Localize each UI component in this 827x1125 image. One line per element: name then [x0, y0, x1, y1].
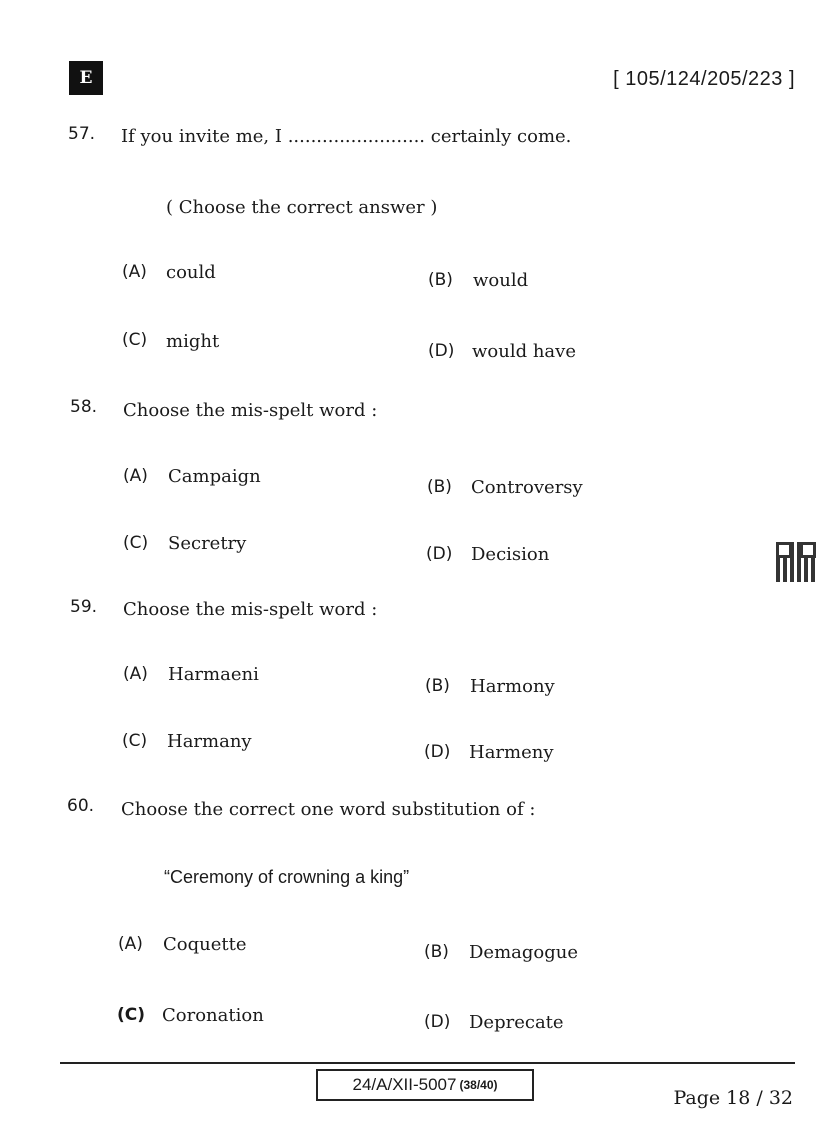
question-text: Choose the mis-spelt word : [123, 400, 378, 421]
option-text: Decision [471, 544, 550, 565]
option-letter: (A) [118, 934, 143, 954]
option-letter: (D) [428, 341, 455, 361]
question-text: Choose the correct one word substitution of : [121, 799, 536, 820]
option-letter: (A) [122, 262, 147, 282]
option-letter: (C) [123, 533, 149, 553]
series-code: 24/A/XII-5007 [352, 1075, 457, 1094]
option-text: would [473, 270, 529, 291]
option-letter: (C) [122, 330, 148, 350]
option-text: Harmeny [469, 742, 554, 763]
question-number: 60. [67, 796, 95, 816]
option-text: Harmany [167, 731, 252, 752]
option-text: Secretry [168, 533, 247, 554]
question-number: 59. [70, 597, 98, 617]
option-text: Controversy [471, 477, 583, 498]
option-letter: (C) [117, 1005, 146, 1025]
option-letter: (C) [122, 731, 148, 751]
qr-code [776, 542, 816, 582]
option-text: might [166, 331, 220, 352]
option-letter: (A) [123, 466, 148, 486]
option-text: Coquette [163, 934, 247, 955]
question-quote: “Ceremony of crowning a king” [164, 867, 410, 887]
question-text: If you invite me, I ........................ certainly come. [121, 126, 572, 147]
option-letter: (B) [427, 477, 452, 497]
option-text: Coronation [162, 1005, 264, 1026]
option-text: Demagogue [469, 942, 579, 963]
option-letter: (B) [424, 942, 449, 962]
series-code-box [316, 1069, 534, 1101]
option-text: could [166, 262, 216, 283]
option-letter: (B) [425, 676, 450, 696]
question-text: Choose the mis-spelt word : [123, 599, 378, 620]
footer-rule [60, 1062, 795, 1064]
page-number: Page 18 / 32 [673, 1087, 793, 1109]
option-text: Harmaeni [168, 664, 259, 685]
option-letter: (A) [123, 664, 148, 684]
sheet-count: (38/40) [459, 1078, 498, 1092]
option-letter: (B) [428, 270, 453, 290]
option-letter: (D) [424, 742, 451, 762]
set-badge: E [69, 61, 103, 95]
option-text: Campaign [168, 466, 261, 487]
question-instruction: ( Choose the correct answer ) [166, 197, 438, 218]
paper-code: [ 105/124/205/223 ] [613, 68, 795, 90]
option-letter: (D) [424, 1012, 451, 1032]
option-text: would have [472, 341, 576, 362]
question-number: 57. [68, 124, 96, 144]
option-text: Harmony [470, 676, 555, 697]
question-number: 58. [70, 397, 98, 417]
option-letter: (D) [426, 544, 453, 564]
option-text: Deprecate [469, 1012, 564, 1033]
